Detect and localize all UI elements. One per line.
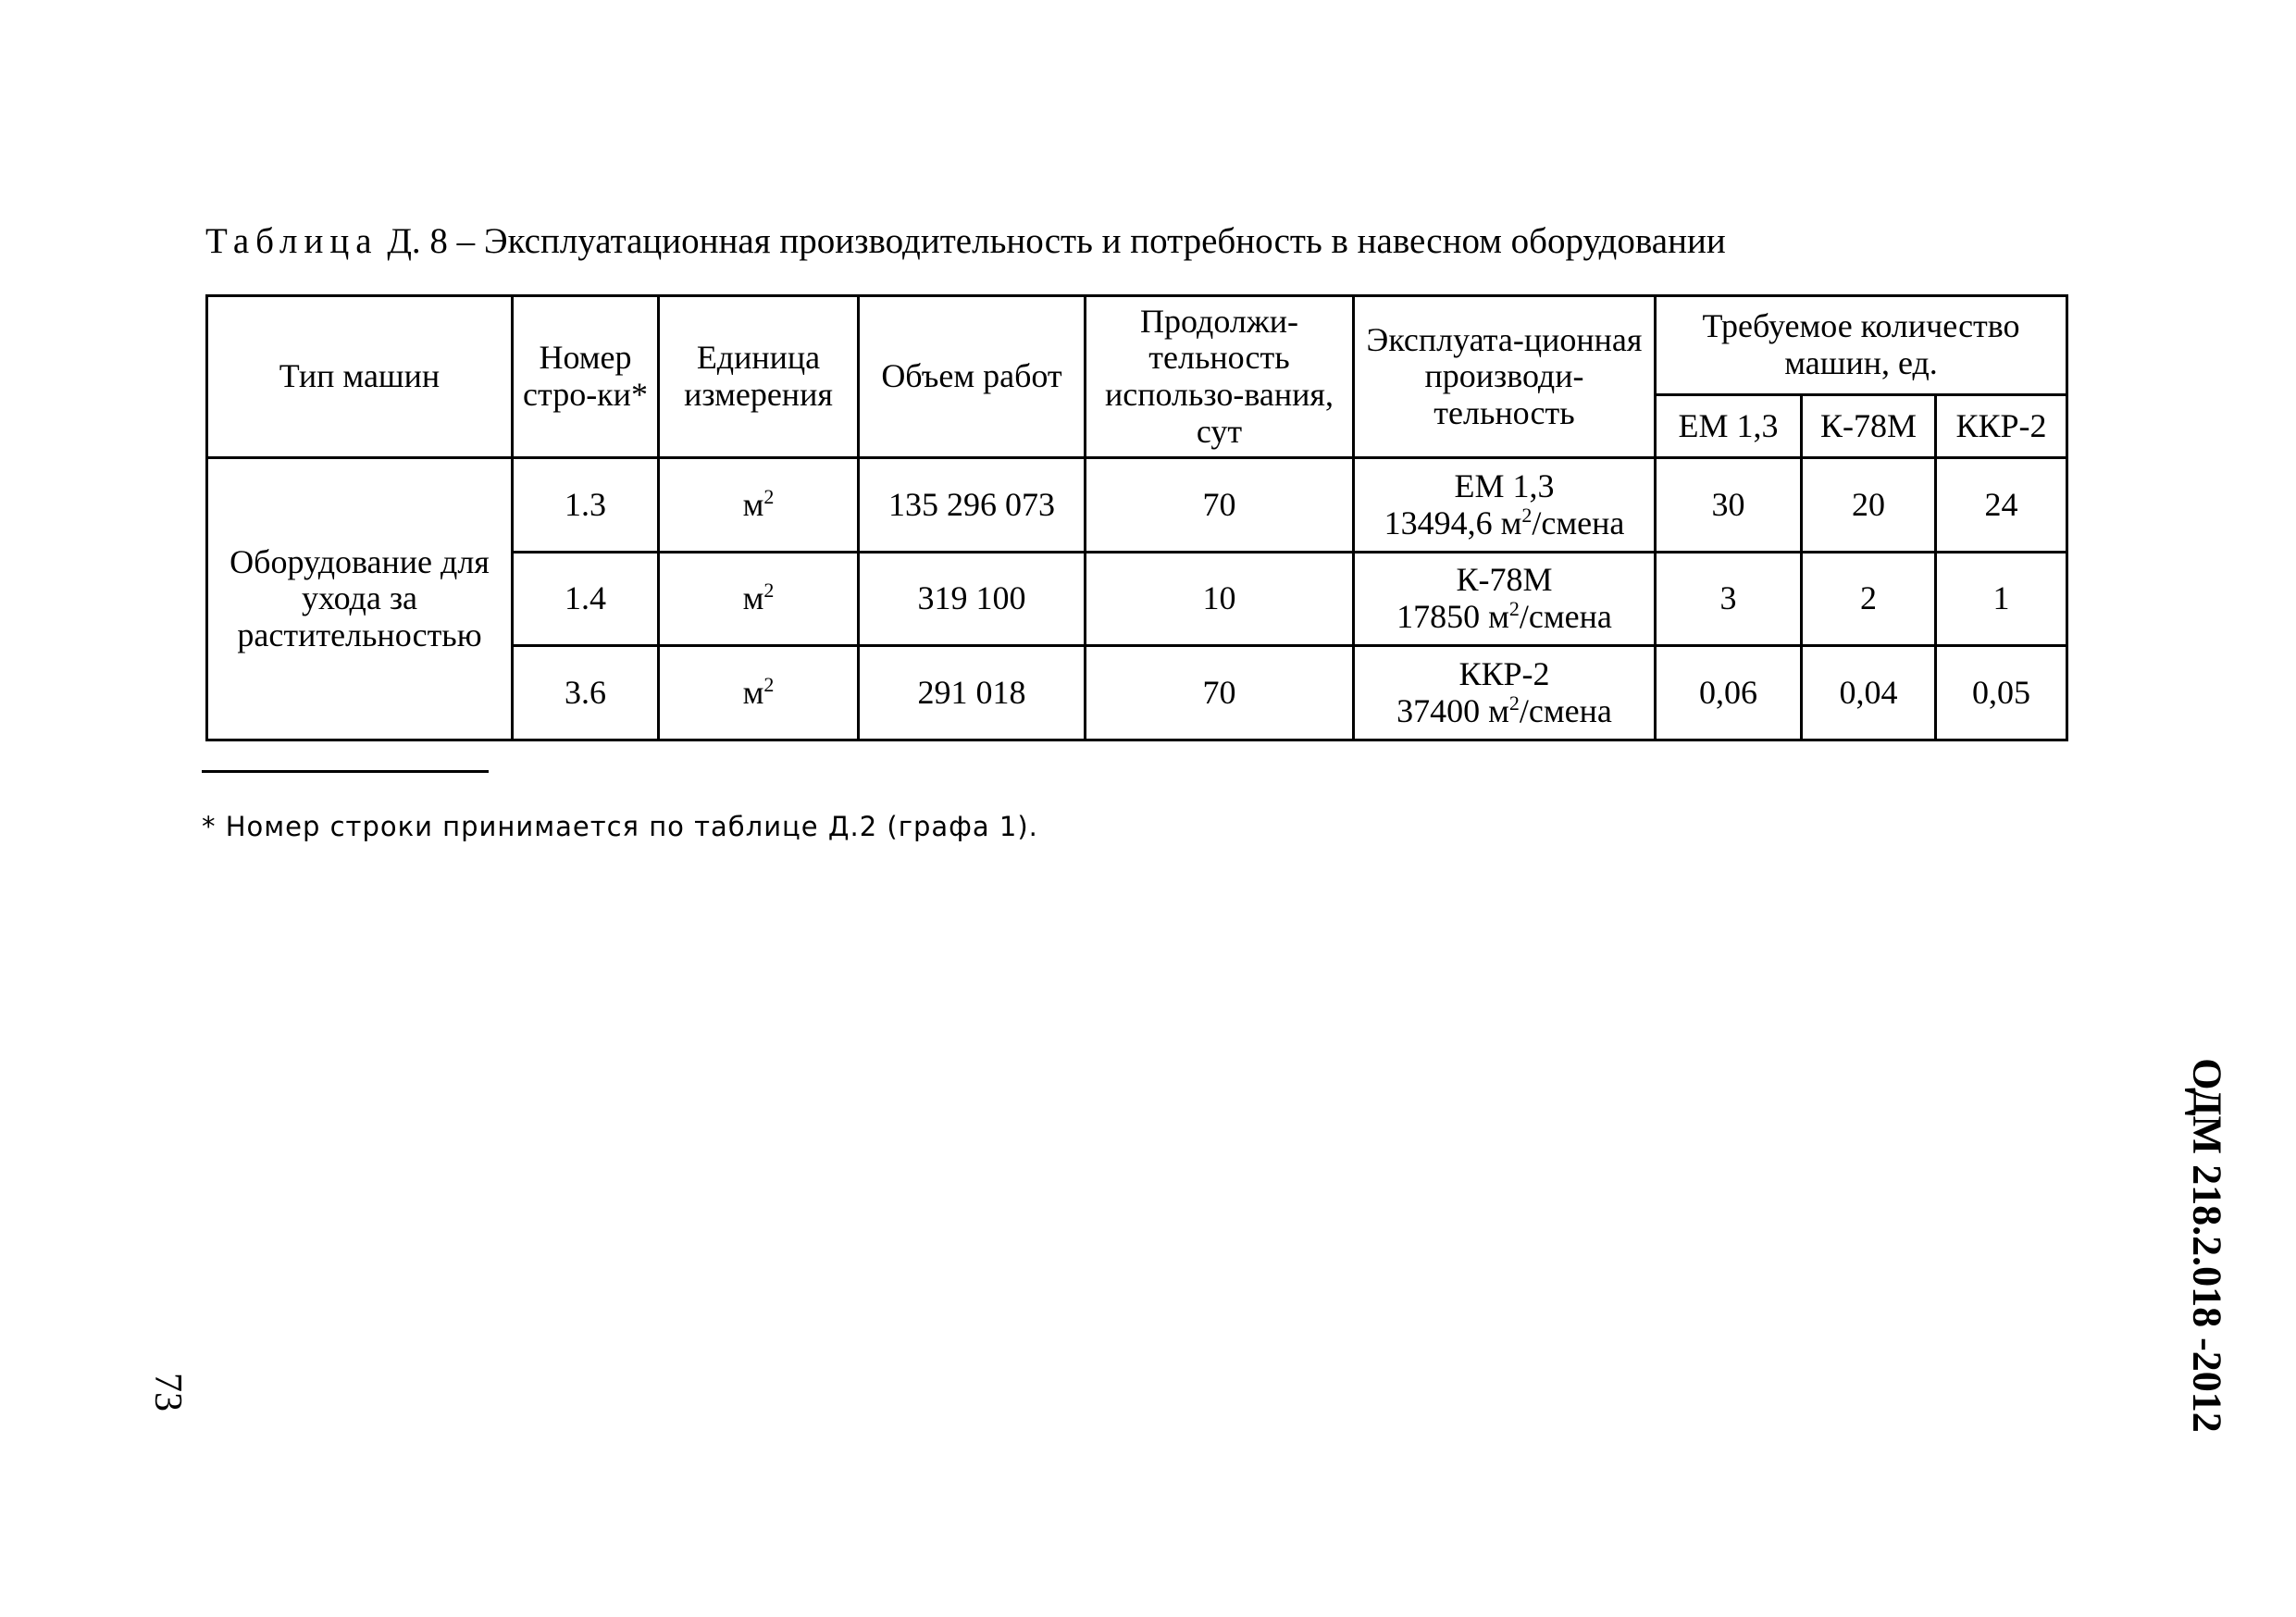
duration-cell: 70 <box>1086 646 1354 740</box>
performance-cell <box>1354 553 1656 646</box>
performance-value: 13494,6 $м^2$/смена <box>1384 503 1625 541</box>
unit-cell: $м^2$ <box>659 553 859 646</box>
performance-cell <box>1354 458 1656 553</box>
qty-kkr2-cell: 24 <box>1936 458 2067 553</box>
subheader-em: ЕМ 1,3 <box>1656 395 1802 458</box>
performance-machine: К-78М <box>1456 561 1553 599</box>
performance-value: 17850 $м^2$/смена <box>1396 597 1612 635</box>
table-caption <box>205 220 1726 264</box>
qty-k78m-cell: 20 <box>1802 458 1936 553</box>
performance-cell <box>1354 646 1656 740</box>
document-code: ОДМ 218.2.018 -2012 <box>2184 1058 2230 1433</box>
header-unit: Единица измерения <box>659 296 859 458</box>
row-number-cell: 1.4 <box>513 553 659 646</box>
volume-cell: 291 018 <box>859 646 1086 740</box>
volume-cell: 319 100 <box>859 553 1086 646</box>
qty-kkr2-cell: 0,05 <box>1936 646 2067 740</box>
performance-machine: ККР-2 <box>1458 654 1550 692</box>
qty-em-cell: 0,06 <box>1656 646 1802 740</box>
page-number: 73 <box>146 1373 189 1412</box>
header-row <box>207 296 2067 395</box>
duration-cell: 10 <box>1086 553 1354 646</box>
header-duration: Продолжи-тельность использо-вания, сут <box>1086 296 1354 458</box>
duration-cell: 70 <box>1086 458 1354 553</box>
subheader-kkr2: ККР-2 <box>1936 395 2067 458</box>
row-number-cell: 1.3 <box>513 458 659 553</box>
volume-cell: 135 296 073 <box>859 458 1086 553</box>
header-volume: Объем работ <box>859 296 1086 458</box>
caption-label: Таблица <box>205 221 379 261</box>
table-row <box>207 458 2067 553</box>
performance-machine: ЕМ 1,3 <box>1454 466 1555 504</box>
performance-value: 37400 $м^2$/смена <box>1396 690 1612 729</box>
group-label: Оборудование для ухода за растительностью <box>207 458 513 740</box>
qty-em-cell: 30 <box>1656 458 1802 553</box>
qty-k78m-cell: 2 <box>1802 553 1936 646</box>
footnote: * Номер строки принимается по таблице Д.2 (графа 1). <box>202 811 1038 842</box>
qty-em-cell: 3 <box>1656 553 1802 646</box>
footnote-divider <box>202 770 489 773</box>
unit-cell: $м^2$ <box>659 458 859 553</box>
header-row-number: Номер стро-ки* <box>513 296 659 458</box>
row-number-cell: 3.6 <box>513 646 659 740</box>
header-machine-type: Тип машин <box>207 296 513 458</box>
qty-kkr2-cell: 1 <box>1936 553 2067 646</box>
performance-table <box>205 294 2068 741</box>
unit-cell: $м^2$ <box>659 646 859 740</box>
header-performance: Эксплуата-ционная производи-тельность <box>1354 296 1656 458</box>
qty-k78m-cell: 0,04 <box>1802 646 1936 740</box>
caption-text: Д. 8 – Эксплуатационная производительность и потребность в навесном оборудовании <box>378 221 1726 261</box>
subheader-k78m: К-78М <box>1802 395 1936 458</box>
header-required: Требуемое количество машин, ед. <box>1656 296 2067 395</box>
